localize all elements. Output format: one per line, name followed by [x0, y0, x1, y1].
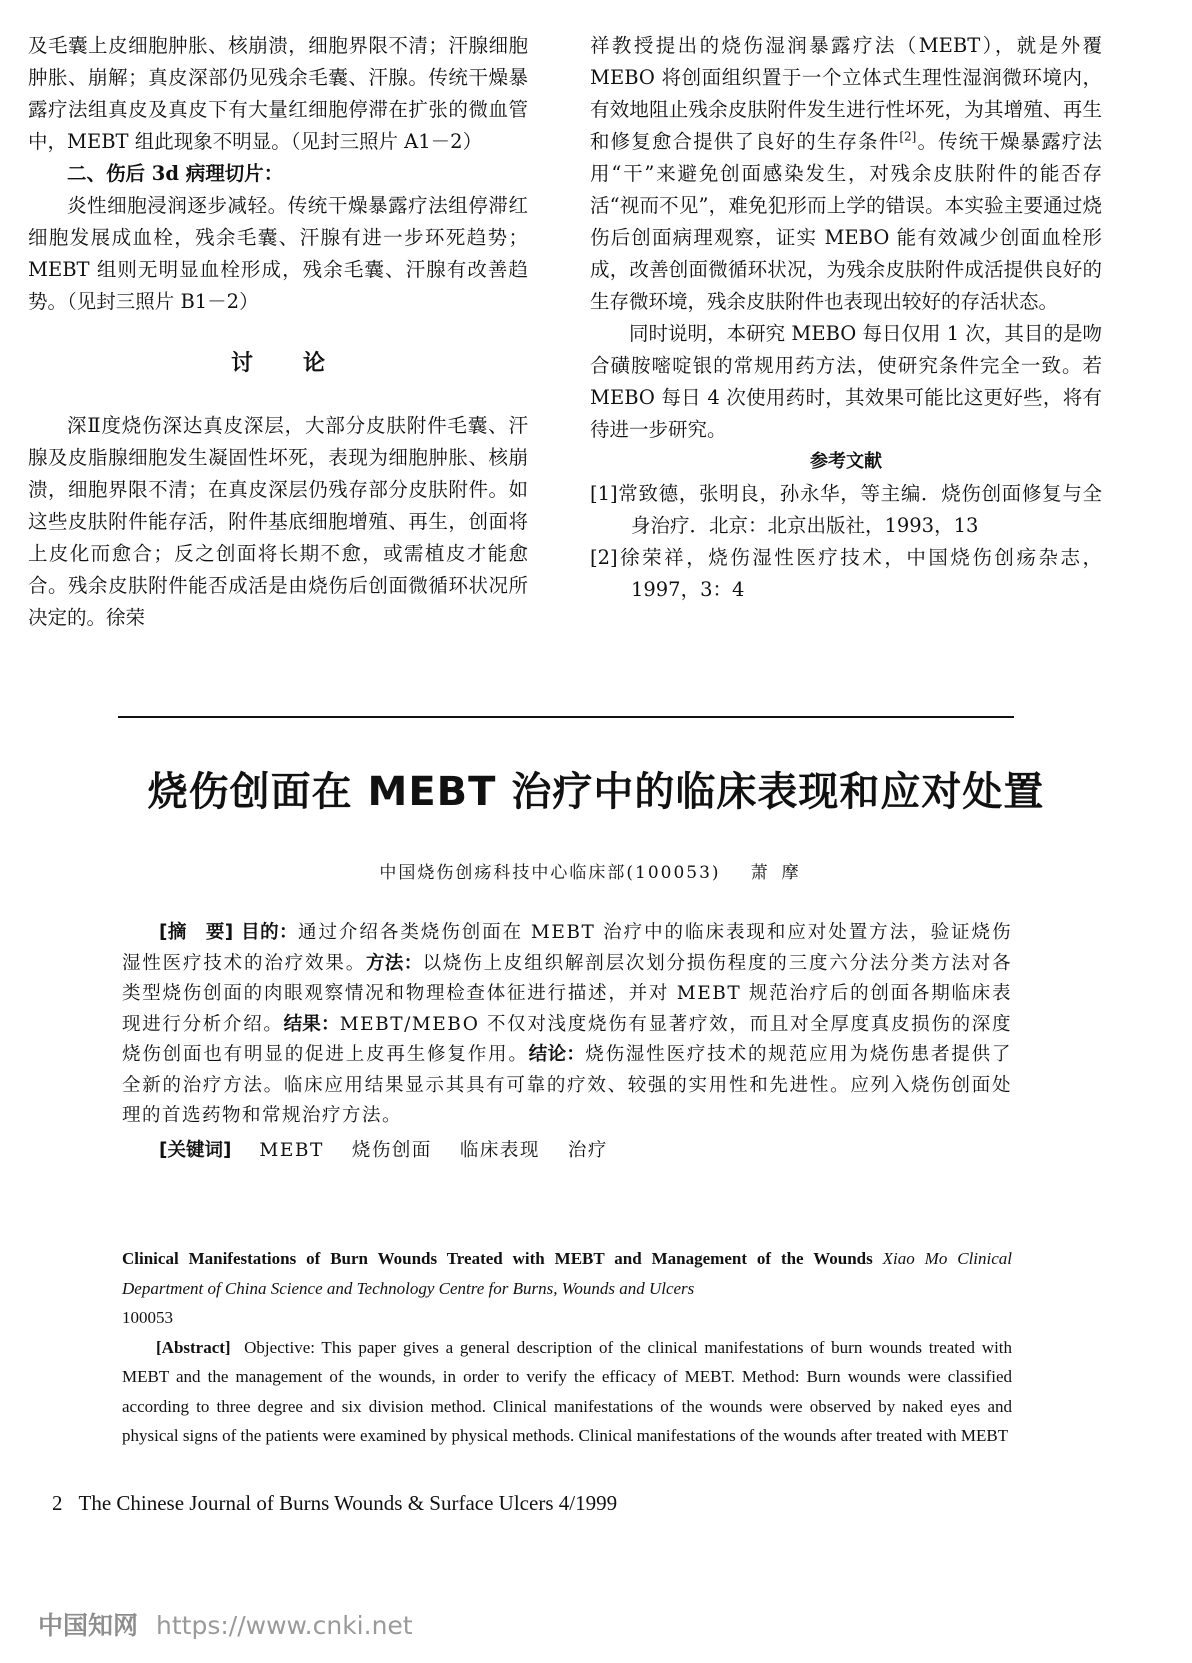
english-postcode: 100053	[122, 1308, 173, 1327]
right-paragraph-1	[590, 30, 1102, 318]
conclusion-text: 烧伤湿性医疗技术的规范应用为烧伤患者提供了全新的治疗方法。临床应用结果显示其具有可靠的疗效、较强的实用性和先进性。应列入烧伤创面处理的首选药物和常规治疗方法。	[122, 1044, 1012, 1126]
method-text: 以烧伤上皮组织解剖层次划分损伤程度的三度六分法分类方法对各类型烧伤创面的肉眼观察情况和物理检查体征进行描述，并对 MEBT 规范治疗后的创面各期临床表现进行分析介绍。	[122, 952, 1012, 1035]
section-divider	[118, 716, 1014, 718]
left-column	[28, 30, 528, 634]
keyword: MEBT	[259, 1139, 324, 1161]
page-number: 2	[52, 1491, 63, 1515]
subheading-day3: 二、伤后 3d 病理切片：	[67, 162, 284, 185]
journal-name: The Chinese Journal of Burns Wounds & Surface Ulcers 4/1999	[78, 1491, 618, 1515]
cnki-watermark	[38, 1606, 413, 1642]
result-text: MEBT/MEBO 不仅对浅度烧伤有显著疗效，而且对全厚度真皮损伤的深度烧伤创面也有明显的促进上皮再生修复作用。	[122, 1013, 1012, 1065]
english-abstract	[122, 1244, 1012, 1451]
right-column	[590, 30, 1102, 606]
conclusion-label: 结论：	[528, 1044, 586, 1065]
abstract-body	[122, 918, 1012, 1132]
english-title-block	[122, 1244, 1012, 1303]
keyword: 临床表现	[459, 1139, 540, 1161]
left-paragraph-2: 炎性细胞浸润逐步减轻。传统干燥暴露疗法组停滞红细胞发展成血栓，残余毛囊、汗腺有进一步环死趋势；MEBT 组则无明显血栓形成，残余毛囊、汗腺有改善趋势。（见封三照片 B1－2）	[28, 194, 528, 313]
right-paragraph-1-text-b: 。传统干燥暴露疗法用“干”来避免创面感染发生，对残余皮肤附件的能否存活“视而不见”，难免犯形而上学的错误。本实验主要通过烧伤后创面病理观察，证实 MEBO 能有效减少创面血栓形成，改善创面微循环状况，为残余皮肤附件成活提供良好的生存微环境，残余皮肤附件也表现出较好的存活状态。	[590, 130, 1102, 313]
english-abstract-text: Objective: This paper gives a general description of the clinical manifestations of burn wounds treated with MEBT and the management of the wounds, in order to verify the efficacy of MEBT. Method: Burn wounds were classified according to three degree and six division method. Clinical manifestations of the wounds were observed by naked eyes and physical signs of the patients were examined by physical methods. Clinical manifestations of the wounds after treated with MEBT	[122, 1337, 1013, 1445]
reference-1: [1]常致德，张明良，孙永华，等主编．烧伤创面修复与全身治疗．北京：北京出版社，1993，13	[590, 482, 1102, 537]
result-label: 结果：	[283, 1013, 340, 1035]
page-footer	[52, 1491, 617, 1516]
english-author-affiliation: Xiao Mo Clinical Department of China Science and Technology Centre for Burns, Wounds and Ulcers	[122, 1249, 1013, 1298]
abstract-label: [摘 要]	[159, 922, 234, 943]
article-title: 烧伤创面在 MEBT 治疗中的临床表现和应对处置	[147, 769, 1045, 815]
left-paragraph-3: 深Ⅱ度烧伤深达真皮深层，大部分皮肤附件毛囊、汗腺及皮脂腺细胞发生凝固性坏死，表现为细胞肿胀、核崩溃，细胞界限不清；在真皮深层仍残存部分皮肤附件。如这些皮肤附件能存活，附件基底细胞增殖、再生，创面将上皮化而愈合；反之创面将长期不愈，或需植皮才能愈合。残余皮肤附件能否成活是由烧伤后创面微循环状况所决定的。徐荣	[28, 414, 528, 629]
chinese-abstract	[122, 918, 1012, 1166]
english-title: Clinical Manifestations of Burn Wounds Treated with MEBT and Management of the Wounds	[122, 1249, 873, 1268]
citation-2[interactable]: [2]	[899, 129, 917, 144]
right-paragraph-1-text-a: 祥教授提出的烧伤湿润暴露疗法（MEBT），就是外覆 MEBO 将创面组织置于一个立体式生理性湿润微环境内，有效地阻止残余皮肤附件发生进行性坏死，为其增殖、再生和修复愈合提供了良好的生存条件	[590, 34, 1102, 153]
objective-text: 通过介绍各类烧伤创面在 MEBT 治疗中的临床表现和应对处置方法，验证烧伤湿性医疗技术的治疗效果。	[122, 922, 1012, 974]
keywords-label: [关键词]	[159, 1139, 232, 1161]
right-paragraph-2: 同时说明，本研究 MEBO 每日仅用 1 次，其目的是吻合磺胺嘧啶银的常规用药方法，使研究条件完全一致。若 MEBO 每日 4 次使用药时，其效果可能比这更好些，将有待进一步研究。	[590, 322, 1102, 441]
affiliation-line	[0, 858, 1192, 883]
affiliation: 中国烧伤创疡科技中心临床部(100053)	[379, 863, 721, 883]
reference-2: [2]徐荣祥，烧伤湿性医疗技术，中国烧伤创疡杂志，1997，3：4	[590, 546, 1102, 601]
cnki-logo: 中国知网	[38, 1611, 139, 1640]
method-label: 方法：	[366, 952, 423, 974]
english-abstract-label: [Abstract]	[156, 1337, 231, 1357]
objective-label: 目的：	[241, 922, 298, 943]
left-paragraph-1: 及毛囊上皮细胞肿胀、核崩溃，细胞界限不清；汗腺细胞肿胀、崩解；真皮深部仍见残余毛囊、汗腺。传统干燥暴露疗法组真皮及真皮下有大量红细胞停滞在扩张的微血管中，MEBT 组此现象不明显。（见封三照片 A1－2）	[28, 34, 528, 153]
references-title: 参考文献	[810, 451, 882, 472]
author-name: 萧摩	[750, 863, 813, 883]
cnki-url[interactable]: https://www.cnki.net	[156, 1611, 413, 1640]
keyword: 治疗	[567, 1139, 608, 1161]
keywords-line	[122, 1136, 1012, 1167]
section-title-discussion: 讨论	[230, 351, 375, 376]
keyword: 烧伤创面	[351, 1139, 432, 1161]
english-abstract-body	[122, 1333, 1012, 1451]
